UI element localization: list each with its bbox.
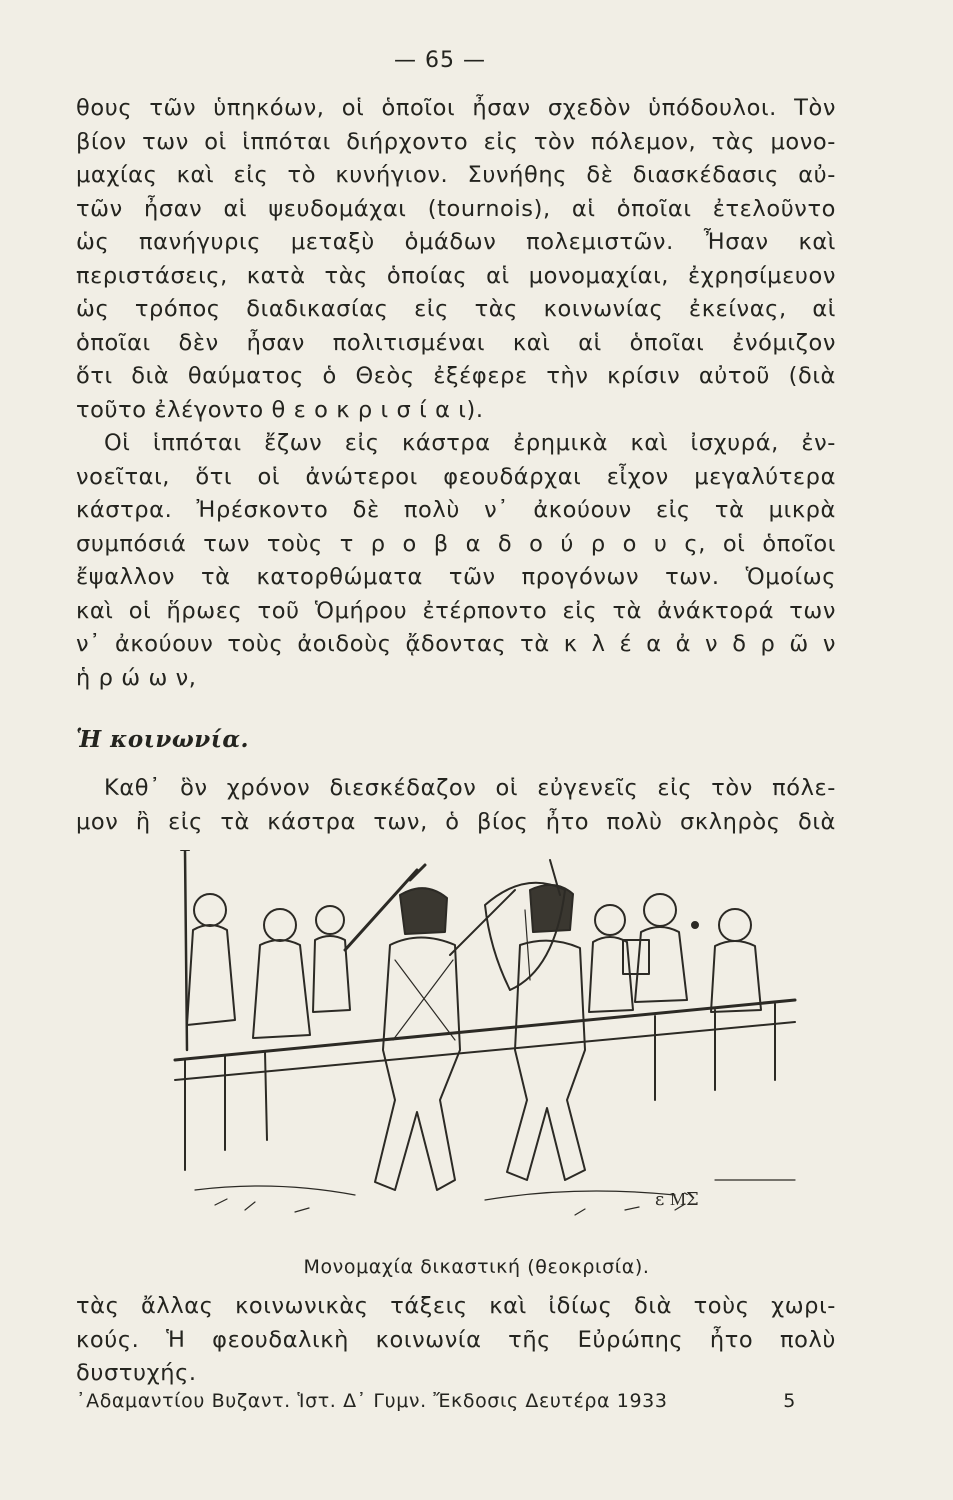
text-line: ὡς πανήγυρις μεταξὺ ὁμάδων πολεμιστῶν. Ἦσαν καὶ <box>76 229 836 255</box>
text-line: μον ἢ εἰς τὰ κάστρα των, ὁ βίος ἦτο πολὺ σκληρὸς διὰ <box>76 808 836 835</box>
page-footer <box>76 1390 796 1412</box>
text-line: Καθ᾽ ὃν χρόνον διεσκέδαζον οἱ εὐγενεῖς εἰς τὸν πόλε- <box>104 775 836 801</box>
text-line: Οἱ ἱππόται ἔζων εἰς κάστρα ἐρημικὰ καὶ ἰσχυρά, ἐν- <box>104 430 836 456</box>
paragraph-1 <box>76 92 836 695</box>
text-line: περιστάσεις, κατὰ τὰς ὁποίας αἱ μονομαχίαι, ἐχρησίμευον <box>76 262 836 289</box>
text-line: ὁποῖαι δὲν ἦσαν πολιτισμέναι καὶ αἱ ὁποῖαι ἐνόμιζον <box>76 329 836 356</box>
page-number: — 65 — <box>394 48 486 73</box>
paragraph-4 <box>76 1290 836 1391</box>
text-line: δυστυχής. <box>76 1360 197 1386</box>
text-line: ἔψαλλον τὰ κατορθώματα τῶν προγόνων των. Ὁμοίως <box>76 564 836 590</box>
text-line: ν᾽ ἀκούουν τοὺς ἀοιδοὺς ᾄδοντας τὰ κ λ έ α ἀ ν δ ρ ῶ ν <box>76 631 836 657</box>
text-line: τῶν ἦσαν αἱ ψευδομάχαι (tournois), αἱ ὁποῖαι ἐτελοῦντο <box>76 195 836 222</box>
section-heading: Ἡ κοινωνία. <box>76 726 250 753</box>
text-line: ὡς τρόπος διαδικασίας εἰς τὰς κοινωνίας ἐκείνας, αἱ <box>76 296 836 322</box>
text-line: ὅτι διὰ θαύματος ὁ Θεὸς ἐξέφερε τὴν κρίσιν αὐτοῦ (διὰ <box>76 363 836 389</box>
illustration-caption: Μονομαχία δικαστική (θεοκρισία). <box>303 1256 650 1278</box>
signature-mark: 5 <box>783 1390 796 1412</box>
artist-signature: ε Μ͂Σ <box>655 1189 699 1210</box>
text-line: νοεῖται, ὅτι οἱ ἀνώτεροι φεουδάρχαι εἶχον μεγαλύτερα <box>76 463 836 490</box>
text-line: ἡ ρ ώ ω ν, <box>76 664 197 691</box>
text-line: θους τῶν ὑπηκόων, οἱ ὁποῖοι ἦσαν σχεδὸν ὑπόδουλοι. Τὸν <box>76 95 836 121</box>
duel-engraving-image <box>155 850 815 1230</box>
text-line: τὰς ἄλλας κοινωνικὰς τάξεις καὶ ἰδίως διὰ τοὺς χωρι- <box>76 1293 836 1319</box>
text-line: καὶ οἱ ἥρωες τοῦ Ὁμήρου ἐτέρποντο εἰς τὰ ἀνάκτορά των <box>76 597 836 624</box>
paragraph-3 <box>76 772 836 839</box>
text-line: κάστρα. Ἠρέσκοντο δὲ πολὺ ν᾽ ἀκούουν εἰς τὰ μικρὰ <box>76 497 836 523</box>
text-line: βίον των οἱ ἱππόται διήρχοντο εἰς τὸν πόλεμον, τὰς μονο- <box>76 128 836 155</box>
book-source-note: ᾽Αδαμαντίου Βυζαντ. Ἱστ. Δ᾽ Γυμν. Ἔκδοσις Δευτέρα 1933 <box>76 1390 668 1412</box>
text-line: συμπόσιά των τοὺς τ ρ ο β α δ ο ύ ρ ο υ ς, οἱ ὁποῖοι <box>76 530 836 557</box>
text-line: τοῦτο ἐλέγοντο θ ε ο κ ρ ι σ ί α ι). <box>76 396 484 423</box>
text-line: κούς. Ἡ φεουδαλικὴ κοινωνία τῆς Εὐρώπης ἦτο πολὺ <box>76 1326 836 1353</box>
duel-illustration <box>155 850 815 1230</box>
text-line: μαχίας καὶ εἰς τὸ κυνήγιον. Συνήθης δὲ διασκέδασις αὐ- <box>76 162 836 188</box>
